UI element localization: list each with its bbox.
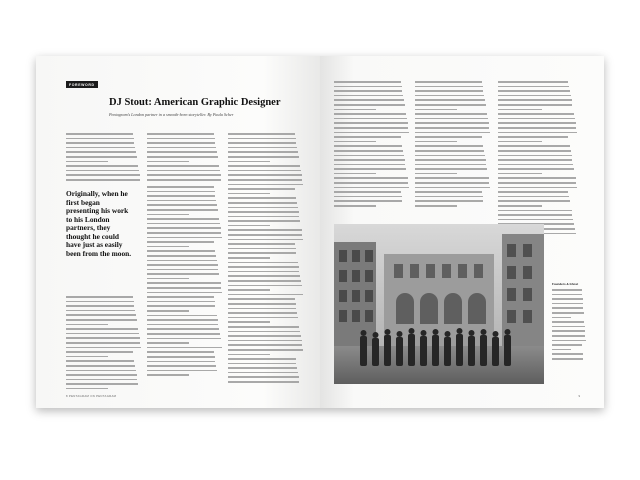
text-line — [334, 173, 376, 175]
text-line — [147, 218, 219, 220]
text-line — [498, 104, 572, 106]
text-line — [147, 151, 217, 153]
text-line — [228, 344, 302, 346]
text-line — [66, 356, 108, 358]
group-photo — [334, 224, 544, 384]
text-line — [147, 186, 214, 188]
text-line — [498, 136, 568, 138]
text-line — [66, 170, 139, 172]
body-text-column — [147, 186, 223, 379]
text-line — [334, 99, 404, 101]
text-line — [147, 255, 216, 257]
text-line — [147, 305, 215, 307]
text-line — [552, 294, 582, 296]
article-dek: Pentagram's London partner in a smooth-born storyteller. By Paula Scher — [109, 112, 234, 117]
text-line — [498, 127, 576, 129]
text-line — [498, 113, 574, 115]
photo-caption — [552, 282, 586, 363]
text-line — [415, 159, 486, 161]
text-line — [334, 145, 402, 147]
text-line — [334, 200, 402, 202]
text-line — [147, 333, 220, 335]
text-line — [552, 303, 583, 305]
text-line — [147, 142, 215, 144]
text-line — [228, 381, 299, 383]
text-line — [228, 321, 270, 323]
text-line — [147, 241, 214, 243]
text-line — [498, 182, 576, 184]
text-line — [147, 365, 216, 367]
text-line — [552, 307, 583, 309]
text-line — [228, 312, 297, 314]
text-line — [415, 164, 486, 166]
text-line — [228, 248, 296, 250]
text-line — [228, 326, 299, 328]
text-line — [552, 335, 585, 337]
text-line — [228, 156, 299, 158]
group-photo-image — [334, 224, 544, 384]
text-line — [334, 118, 407, 120]
text-line — [334, 95, 403, 97]
text-line — [415, 141, 457, 143]
text-line — [415, 187, 490, 189]
text-line — [228, 225, 270, 227]
text-line — [415, 132, 490, 134]
text-line — [147, 204, 217, 206]
text-line — [498, 155, 572, 157]
text-line — [147, 232, 221, 234]
text-line — [498, 205, 542, 207]
text-line — [147, 223, 220, 225]
text-line — [552, 340, 586, 342]
text-line — [228, 211, 299, 213]
text-line — [66, 342, 140, 344]
text-line — [228, 331, 300, 333]
text-line — [498, 81, 568, 83]
text-line — [415, 150, 484, 152]
text-line — [66, 301, 134, 303]
text-line — [147, 338, 221, 340]
text-line — [498, 191, 568, 193]
text-line — [228, 303, 296, 305]
body-text-column — [334, 81, 410, 210]
text-line — [228, 193, 270, 195]
text-line — [498, 145, 570, 147]
right-page — [320, 56, 604, 408]
text-line — [415, 205, 457, 207]
pull-quote: Originally, when he first began presenting his work to his London partners, they thought he could have just as easily been from the moon. — [66, 189, 132, 258]
text-line — [228, 239, 303, 241]
text-line — [334, 132, 409, 134]
text-line — [147, 179, 221, 181]
text-line — [228, 165, 300, 167]
text-line — [147, 361, 215, 363]
text-line — [228, 257, 270, 259]
text-line — [228, 202, 297, 204]
text-line — [334, 104, 405, 106]
text-line — [498, 99, 572, 101]
body-text-column — [66, 133, 142, 184]
text-line — [415, 200, 483, 202]
text-line — [334, 191, 401, 193]
text-line — [552, 317, 571, 319]
text-line — [228, 289, 270, 291]
text-line — [66, 174, 140, 176]
text-line — [415, 113, 487, 115]
article-headline: DJ Stout: American Graphic Designer — [109, 97, 281, 108]
text-line — [66, 133, 133, 135]
text-line — [147, 227, 221, 229]
text-line — [498, 109, 542, 111]
text-line — [415, 182, 489, 184]
text-line — [228, 367, 297, 369]
text-line — [228, 372, 298, 374]
text-line — [498, 150, 571, 152]
text-line — [147, 200, 216, 202]
text-line — [228, 161, 270, 163]
page-number: 9 — [578, 394, 580, 398]
text-line — [552, 289, 582, 291]
body-text-column — [147, 133, 223, 184]
text-line — [228, 285, 302, 287]
text-line — [415, 99, 485, 101]
text-line — [147, 324, 218, 326]
text-line — [147, 278, 189, 280]
text-line — [228, 147, 297, 149]
text-line — [66, 147, 135, 149]
text-line — [334, 150, 403, 152]
text-line — [147, 370, 217, 372]
text-line — [228, 376, 299, 378]
text-line — [147, 170, 220, 172]
text-line — [415, 127, 489, 129]
text-line — [415, 104, 486, 106]
text-line — [228, 216, 299, 218]
text-line — [147, 133, 214, 135]
text-line — [228, 349, 303, 351]
text-line — [334, 205, 376, 207]
text-line — [147, 342, 189, 344]
text-line — [334, 136, 401, 138]
text-line — [228, 220, 300, 222]
text-line — [228, 262, 298, 264]
text-line — [66, 379, 137, 381]
text-line — [147, 214, 189, 216]
text-line — [147, 174, 221, 176]
text-line — [228, 133, 295, 135]
text-line — [147, 147, 216, 149]
text-line — [66, 179, 140, 181]
text-line — [228, 188, 295, 190]
text-line — [334, 86, 402, 88]
text-line — [147, 315, 217, 317]
text-line — [498, 95, 571, 97]
text-line — [498, 86, 569, 88]
left-page — [36, 56, 320, 408]
text-line — [334, 155, 404, 157]
text-line — [498, 159, 572, 161]
magazine-spread — [36, 56, 604, 408]
text-line — [147, 264, 218, 266]
text-line — [147, 195, 215, 197]
text-line — [334, 168, 406, 170]
text-line — [66, 351, 133, 353]
text-line — [66, 370, 136, 372]
text-line — [415, 173, 457, 175]
text-line — [66, 333, 139, 335]
text-line — [228, 184, 303, 186]
text-line — [498, 132, 577, 134]
text-line — [415, 155, 485, 157]
text-line — [498, 196, 569, 198]
text-line — [147, 250, 215, 252]
body-text-column — [66, 296, 142, 392]
body-text-column — [228, 133, 304, 386]
text-line — [228, 294, 303, 296]
text-line — [66, 310, 135, 312]
text-line — [415, 136, 482, 138]
text-line — [415, 86, 483, 88]
text-line — [552, 344, 582, 346]
text-line — [415, 196, 483, 198]
text-line — [147, 301, 215, 303]
text-line — [66, 138, 134, 140]
text-line — [552, 298, 583, 300]
text-line — [66, 360, 134, 362]
text-line — [228, 138, 296, 140]
text-line — [66, 305, 134, 307]
text-line — [334, 90, 402, 92]
text-line — [498, 187, 577, 189]
text-line — [228, 358, 296, 360]
text-line — [228, 354, 270, 356]
text-line — [66, 374, 137, 376]
text-line — [66, 165, 138, 167]
body-text-column — [415, 81, 491, 210]
text-line — [228, 170, 301, 172]
body-text-column — [498, 81, 578, 237]
section-tag: FOREWORD — [66, 81, 98, 88]
page-folio: 8 PENTAGRAM ON PENTAGRAM — [66, 394, 117, 398]
text-line — [66, 161, 108, 163]
text-line — [552, 349, 571, 351]
text-line — [228, 335, 301, 337]
text-line — [498, 200, 570, 202]
text-line — [147, 269, 218, 271]
text-line — [498, 168, 574, 170]
text-line — [66, 328, 138, 330]
text-line — [147, 282, 221, 284]
text-line — [147, 273, 219, 275]
text-line — [334, 113, 406, 115]
text-line — [66, 296, 133, 298]
text-line — [147, 209, 218, 211]
text-line — [228, 197, 296, 199]
text-line — [228, 298, 295, 300]
text-line — [228, 252, 296, 254]
text-line — [334, 109, 376, 111]
text-line — [147, 161, 189, 163]
text-line — [552, 326, 585, 328]
text-line — [415, 81, 482, 83]
text-line — [147, 310, 189, 312]
text-line — [147, 319, 218, 321]
text-line — [228, 363, 296, 365]
text-line — [228, 174, 302, 176]
text-line — [228, 266, 299, 268]
photo-caption-title: Founders & Ghost — [552, 282, 579, 286]
text-line — [498, 173, 542, 175]
text-line — [498, 164, 573, 166]
text-line — [552, 353, 583, 355]
text-line — [147, 165, 219, 167]
text-line — [552, 330, 585, 332]
text-line — [415, 145, 483, 147]
text-line — [498, 214, 572, 216]
text-line — [498, 118, 575, 120]
text-line — [147, 237, 222, 239]
text-line — [415, 191, 482, 193]
text-line — [415, 118, 488, 120]
text-line — [228, 142, 296, 144]
text-line — [66, 388, 108, 390]
text-line — [147, 374, 189, 376]
text-line — [228, 229, 302, 231]
text-line — [334, 187, 409, 189]
text-line — [415, 168, 487, 170]
text-line — [415, 122, 489, 124]
text-line — [66, 347, 141, 349]
text-line — [228, 234, 302, 236]
text-line — [334, 164, 405, 166]
text-line — [66, 383, 138, 385]
text-line — [228, 207, 298, 209]
text-line — [552, 312, 584, 314]
text-line — [147, 296, 214, 298]
text-line — [334, 182, 408, 184]
text-line — [147, 191, 215, 193]
text-line — [498, 219, 573, 221]
text-line — [228, 243, 295, 245]
text-line — [334, 122, 408, 124]
text-line — [147, 260, 217, 262]
text-line — [147, 287, 221, 289]
text-line — [334, 81, 401, 83]
text-line — [498, 177, 576, 179]
text-line — [66, 337, 140, 339]
text-line — [334, 196, 402, 198]
text-line — [498, 141, 542, 143]
text-line — [552, 321, 584, 323]
text-line — [147, 156, 218, 158]
text-line — [415, 177, 489, 179]
text-line — [66, 156, 137, 158]
text-line — [498, 90, 570, 92]
text-line — [147, 246, 189, 248]
text-line — [66, 324, 108, 326]
text-line — [147, 328, 219, 330]
text-line — [147, 138, 215, 140]
text-line — [228, 179, 302, 181]
text-line — [66, 151, 136, 153]
text-line — [334, 177, 408, 179]
text-line — [228, 308, 296, 310]
text-line — [147, 351, 214, 353]
text-line — [66, 365, 135, 367]
text-line — [498, 122, 576, 124]
text-line — [552, 358, 583, 360]
text-line — [228, 280, 301, 282]
text-line — [334, 127, 408, 129]
text-line — [147, 292, 222, 294]
text-line — [415, 95, 484, 97]
text-line — [66, 319, 137, 321]
text-line — [498, 210, 572, 212]
text-line — [147, 356, 215, 358]
text-line — [228, 340, 302, 342]
text-line — [228, 275, 300, 277]
text-line — [334, 141, 376, 143]
text-line — [228, 317, 298, 319]
text-line — [66, 142, 134, 144]
photo-caption-text — [552, 289, 586, 360]
text-line — [415, 109, 457, 111]
text-line — [147, 347, 222, 349]
text-line — [334, 159, 405, 161]
text-line — [228, 271, 299, 273]
text-line — [415, 90, 483, 92]
text-line — [228, 151, 298, 153]
text-line — [66, 314, 136, 316]
